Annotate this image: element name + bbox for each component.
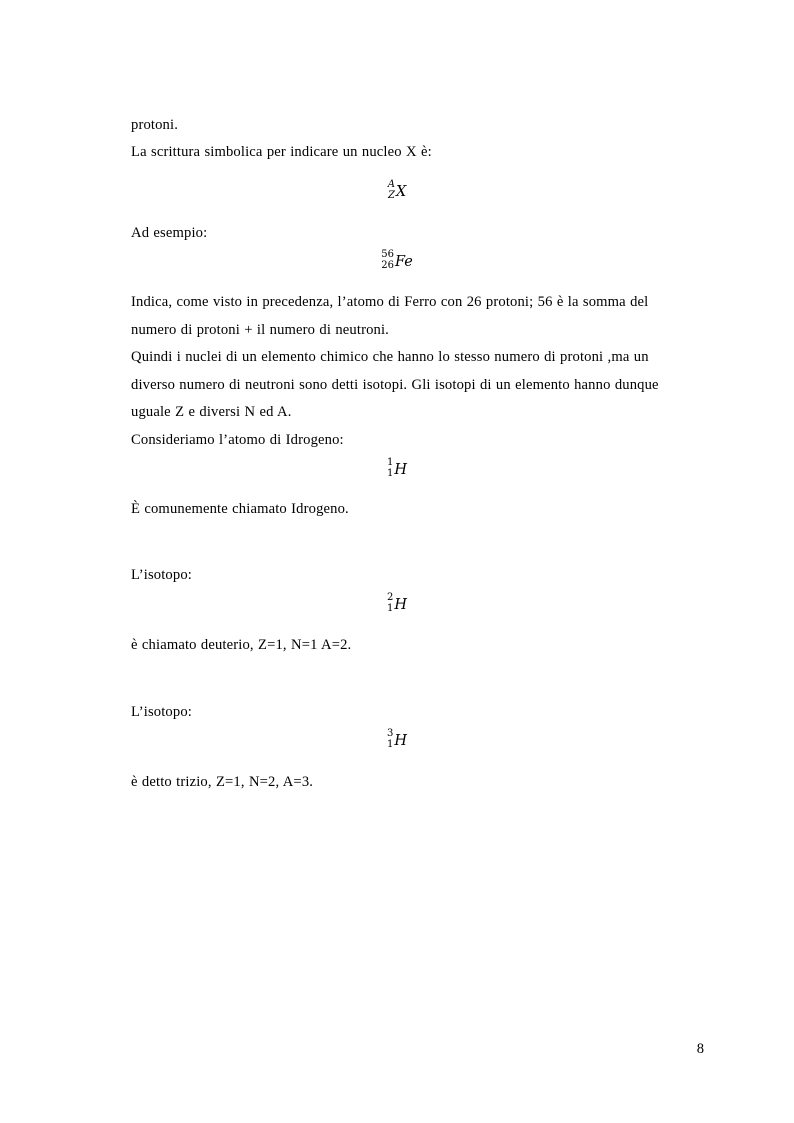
element-symbol: H: [394, 597, 408, 613]
atomic-number: 26: [381, 260, 394, 271]
paragraph-line: L’isotopo:: [131, 704, 192, 720]
nuclide-notation: [381, 248, 413, 278]
nuclide-scripts: [388, 179, 395, 201]
atomic-number: 1: [386, 603, 394, 614]
nuclide-scripts: [387, 592, 393, 614]
paragraph-line: La scrittura simbolica per indicare un nucleo X è:: [131, 144, 432, 160]
mass-number: A: [387, 179, 395, 190]
page-number: 8: [696, 1041, 704, 1057]
formula-protium: [0, 456, 794, 486]
atomic-number: Z: [388, 190, 395, 201]
mass-number: 3: [386, 728, 394, 739]
paragraph-line: uguale Z e diversi N ed A.: [131, 404, 292, 420]
nuclide-scripts: [387, 457, 393, 479]
formula-deuterium: [0, 591, 794, 621]
atomic-number: 1: [386, 468, 394, 479]
element-symbol: H: [394, 733, 408, 749]
mass-number: 1: [386, 457, 394, 468]
nuclide-notation: [388, 178, 407, 208]
paragraph-line: Quindi i nuclei di un elemento chimico che hanno lo stesso numero di protoni ,ma un: [131, 349, 649, 365]
formula-generic-nucleus: [0, 178, 794, 208]
nuclide-notation: [387, 591, 407, 621]
paragraph-line: Indica, come visto in precedenza, l’atomo di Ferro con 26 protoni; 56 è la somma del: [131, 294, 649, 310]
formula-tritium: [0, 727, 794, 757]
paragraph-line: protoni.: [131, 117, 179, 133]
paragraph-line: È comunemente chiamato Idrogeno.: [131, 501, 349, 517]
paragraph-line: Consideriamo l’atomo di Idrogeno:: [131, 432, 344, 448]
paragraph-line: numero di protoni + il numero di neutroni.: [131, 322, 389, 338]
nuclide-scripts: [387, 728, 393, 750]
mass-number: 2: [386, 592, 394, 603]
mass-number: 56: [381, 249, 394, 260]
element-symbol: H: [394, 462, 408, 478]
paragraph-line: è detto trizio, Z=1, N=2, A=3.: [131, 774, 314, 790]
formula-iron: [0, 248, 794, 278]
element-symbol: Fe: [394, 254, 413, 270]
paragraph-line: Ad esempio:: [131, 225, 208, 241]
paragraph-line: L’isotopo:: [131, 567, 192, 583]
nuclide-notation: [387, 727, 407, 757]
element-symbol: X: [395, 184, 407, 200]
nuclide-scripts: [381, 249, 394, 271]
paragraph-line: diverso numero di neutroni sono detti isotopi. Gli isotopi di un elemento hanno dunque: [131, 377, 659, 393]
atomic-number: 1: [386, 739, 394, 750]
paragraph-line: è chiamato deuterio, Z=1, N=1 A=2.: [131, 637, 352, 653]
nuclide-notation: [387, 456, 407, 486]
